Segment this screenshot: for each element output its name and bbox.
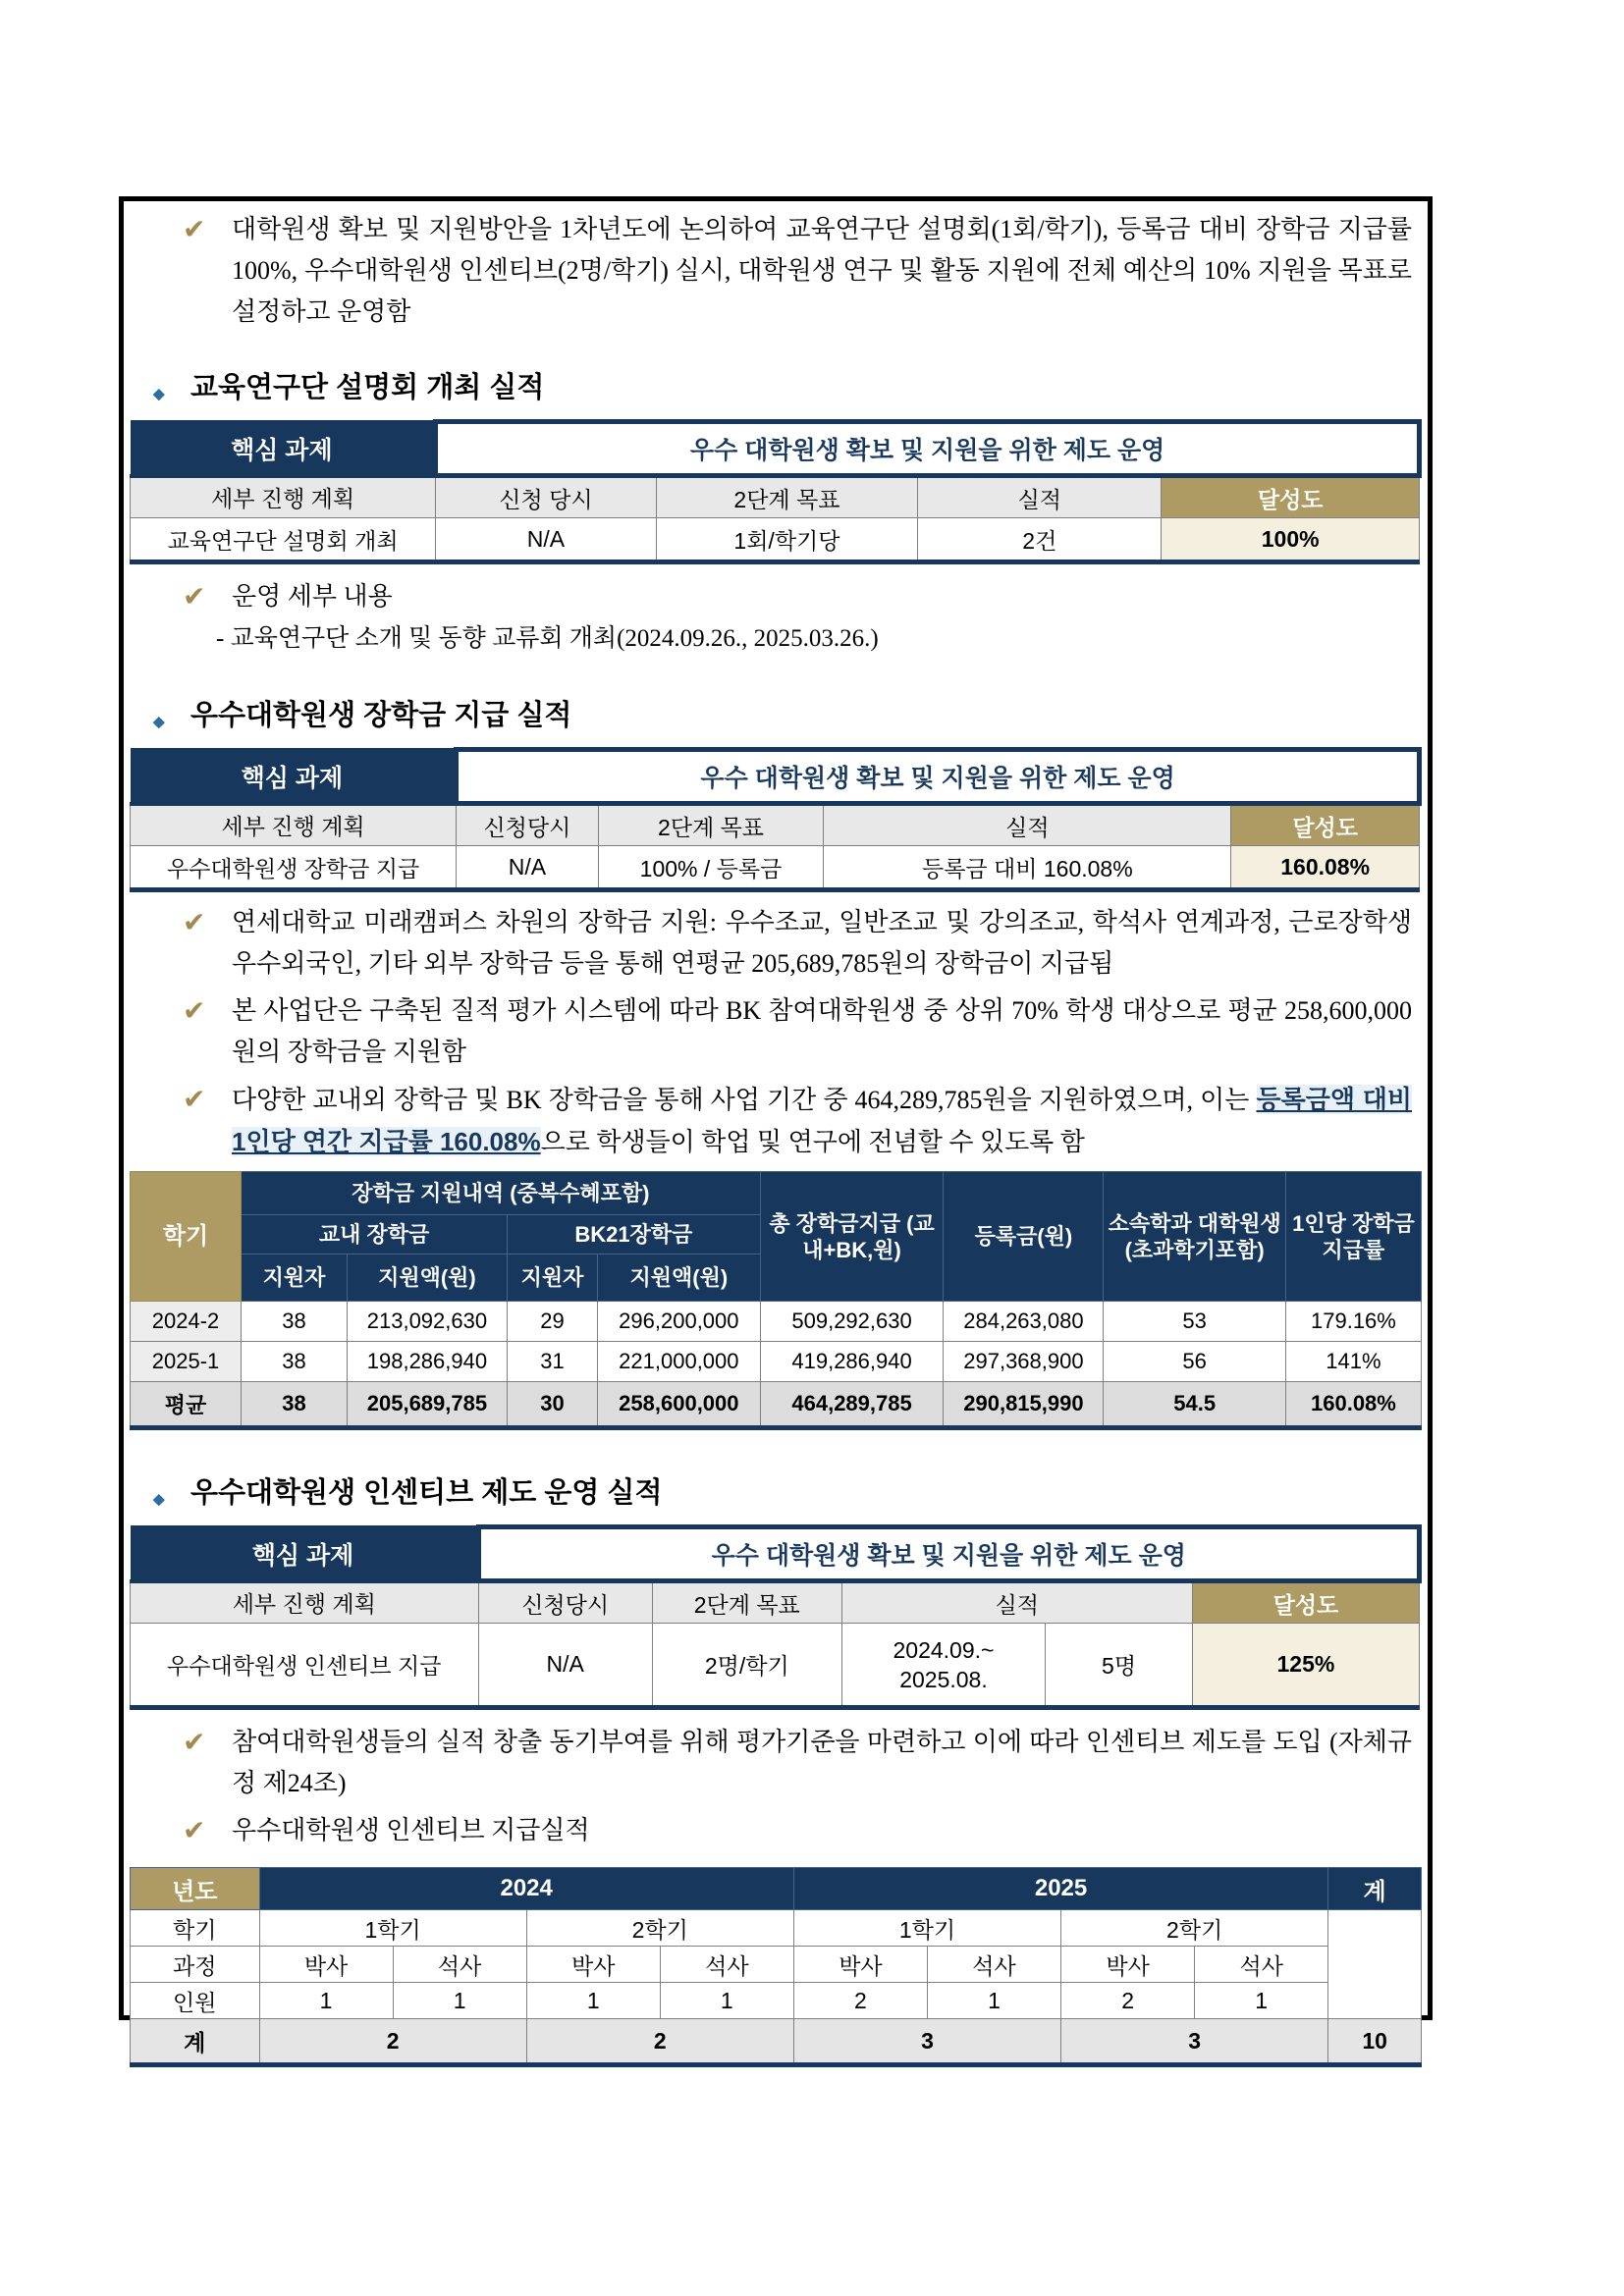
row-label-count: 인원 [131, 1983, 260, 2019]
bullet-text: 본 사업단은 구축된 질적 평가 시스템에 따라 BK 참여대학원생 중 상위 70% 학생 대상으로 평균 258,600,000원의 장학금을 지원함 [232, 996, 1412, 1066]
table-cell: 290,815,990 [944, 1382, 1104, 1428]
col-header: 세부 진행 계획 [131, 804, 457, 846]
group-campus: 교내 장학금 [242, 1215, 508, 1255]
diamond-icon: ◆ [153, 386, 165, 402]
incentive-payment-table [130, 1867, 1422, 2067]
bullet-item [130, 1079, 1422, 1163]
bullet-text-lead: 다양한 교내외 장학금 및 BK 장학금을 통해 사업 기간 중 464,289,785원을 지원하였으며, 이는 [232, 1086, 1250, 1114]
key-task-value: 우수 대학원생 확보 및 지원을 위한 제도 운영 [436, 422, 1420, 476]
col-header-rate: 1인당 장학금 지급률 [1285, 1172, 1421, 1302]
table-cell: 2025-1 [131, 1342, 242, 1382]
col-header: 신청 당시 [436, 476, 657, 518]
table-cell: 2건 [918, 518, 1162, 562]
year-2024: 2024 [259, 1868, 793, 1910]
highlight-text: 등록금액 대비 1인당 연간 지급률 160.08% [232, 1085, 1413, 1156]
section3-heading [130, 1477, 1422, 1509]
sum-cell: 3 [1061, 2019, 1328, 2065]
check-icon: ✔ [183, 906, 206, 938]
course-cell: 석사 [660, 1947, 793, 1983]
table-cell: 141% [1285, 1342, 1421, 1382]
check-icon: ✔ [183, 213, 206, 245]
sub-header: 지원액(원) [598, 1255, 761, 1302]
grand-total-cell: 10 [1328, 2019, 1422, 2065]
section2-heading-text: 우수대학원생 장학금 지급 실적 [190, 700, 572, 731]
intro-bullet [130, 209, 1422, 333]
col-header-achievement: 달성도 [1192, 1581, 1419, 1624]
table-cell: N/A [436, 518, 657, 562]
table-cell: N/A [457, 846, 598, 890]
year-2025: 2025 [793, 1868, 1327, 1910]
detail-heading [130, 576, 1422, 617]
total-label: 계 [1328, 1868, 1422, 1910]
count-cell: 1 [526, 1983, 660, 2019]
bullet-text-tail: 으로 학생들이 학업 및 연구에 전념할 수 있도록 함 [540, 1128, 1085, 1156]
bullet-item [130, 1810, 1422, 1851]
key-task-label: 핵심 과제 [131, 750, 457, 804]
count-cell: 1 [393, 1983, 526, 2019]
table-cell: 213,092,630 [347, 1302, 507, 1342]
sub-header: 지원자 [507, 1255, 597, 1302]
meeting-result-table [130, 419, 1422, 564]
table-cell: 54.5 [1104, 1382, 1285, 1428]
intro-text: 대학원생 확보 및 지원방안을 1차년도에 논의하여 교육연구단 설명회(1회/학기), 등록금 대비 장학금 지급률 100%, 우수대학원생 인센티브(2명/학기) 실시, 대학원생 연구 및 활동 지원에 전체 예산의 10% 지원을 목표로 설정하고 운영함 [232, 215, 1412, 326]
course-cell: 석사 [1195, 1947, 1328, 1983]
course-cell: 박사 [1061, 1947, 1195, 1983]
table-cell: 우수대학원생 인센티브 지급 [131, 1624, 479, 1708]
bullet-item [130, 902, 1422, 985]
sub-header: 지원액(원) [347, 1255, 507, 1302]
col-header: 세부 진행 계획 [131, 476, 436, 518]
diamond-icon: ◆ [153, 1491, 165, 1508]
count-cell: 1 [259, 1983, 393, 2019]
table-cell: 5명 [1046, 1624, 1193, 1708]
table-cell: 2명/학기 [652, 1624, 841, 1708]
course-cell: 석사 [393, 1947, 526, 1983]
section1-heading-text: 교육연구단 설명회 개최 실적 [190, 372, 545, 403]
semester-cell: 1학기 [793, 1910, 1060, 1947]
row-label-course: 과정 [131, 1947, 260, 1983]
table-cell: 160.08% [1285, 1382, 1421, 1428]
table-cell: 205,689,785 [347, 1382, 507, 1428]
table-cell: 등록금 대비 160.08% [824, 846, 1231, 890]
sub-header: 지원자 [242, 1255, 348, 1302]
col-header-achievement: 달성도 [1231, 804, 1420, 846]
table-cell: 2024-2 [131, 1302, 242, 1342]
key-task-value: 우수 대학원생 확보 및 지원을 위한 제도 운영 [457, 750, 1420, 804]
table-cell: 296,200,000 [598, 1302, 761, 1342]
table-cell: 419,286,940 [760, 1342, 944, 1382]
col-header: 신청당시 [457, 804, 598, 846]
scholarship-result-table [130, 747, 1422, 892]
year-label: 년도 [131, 1868, 260, 1910]
table-cell: 258,600,000 [598, 1382, 761, 1428]
check-icon: ✔ [183, 1814, 206, 1846]
col-header: 2단계 목표 [652, 1581, 841, 1624]
course-cell: 박사 [259, 1947, 393, 1983]
bullet-text [232, 1079, 1412, 1163]
period-line1: 2024.09.~ [893, 1636, 995, 1663]
col-header-total: 총 장학금지급 (교내+BK,원) [760, 1172, 944, 1302]
section2-heading [130, 700, 1422, 731]
bullet-text: 우수대학원생 인센티브 지급실적 [232, 1816, 590, 1844]
check-icon: ✔ [183, 994, 206, 1027]
bullet-text: 참여대학원생들의 실적 창출 동기부여를 위해 평가기준을 마련하고 이에 따라 인센티브 제도를 도입 (자체규정 제24조) [232, 1728, 1412, 1797]
table-cell: 509,292,630 [760, 1302, 944, 1342]
count-cell: 2 [793, 1983, 927, 2019]
table-cell: 38 [242, 1382, 348, 1428]
achievement-cell: 125% [1192, 1624, 1419, 1708]
count-cell: 1 [1195, 1983, 1328, 2019]
table-cell: 1회/학기당 [656, 518, 918, 562]
scholarship-detail-table [130, 1171, 1422, 1430]
col-header: 세부 진행 계획 [131, 1581, 479, 1624]
col-header-tuition: 등록금(원) [944, 1172, 1104, 1302]
course-cell: 박사 [526, 1947, 660, 1983]
table-cell: 우수대학원생 장학금 지급 [131, 846, 457, 890]
diamond-icon: ◆ [153, 714, 165, 730]
course-cell: 박사 [793, 1947, 927, 1983]
key-task-value: 우수 대학원생 확보 및 지원을 위한 제도 운영 [478, 1527, 1420, 1581]
table-cell: 284,263,080 [944, 1302, 1104, 1342]
achievement-cell: 100% [1162, 518, 1420, 562]
table-cell: 297,368,900 [944, 1342, 1104, 1382]
count-cell: 1 [660, 1983, 793, 2019]
table-cell: 38 [242, 1302, 348, 1342]
key-task-label: 핵심 과제 [131, 1527, 479, 1581]
table-cell: 교육연구단 설명회 개최 [131, 518, 436, 562]
count-cell: 1 [927, 1983, 1060, 2019]
table-cell: 평균 [131, 1382, 242, 1428]
table-cell: 198,286,940 [347, 1342, 507, 1382]
col-header: 실적 [824, 804, 1231, 846]
section3-heading-text: 우수대학원생 인센티브 제도 운영 실적 [190, 1477, 663, 1509]
table-cell: 464,289,785 [760, 1382, 944, 1428]
table-cell: 53 [1104, 1302, 1285, 1342]
hatched-cell [1328, 1910, 1422, 2019]
content-frame [119, 196, 1433, 2056]
check-icon: ✔ [183, 1726, 206, 1758]
check-icon: ✔ [183, 1083, 206, 1115]
table-cell: 221,000,000 [598, 1342, 761, 1382]
bullet-text: 연세대학교 미래캠퍼스 차원의 장학금 지원: 우수조교, 일반조교 및 강의조교, 학석사 연계과정, 근로장학생 우수외국인, 기타 외부 장학금 등을 통해 연평균 205,689,785원의 장학금이 지급됨 [232, 908, 1412, 978]
key-task-label: 핵심 과제 [131, 422, 436, 476]
detail-heading-text: 운영 세부 내용 [232, 582, 393, 611]
table-cell: 56 [1104, 1342, 1285, 1382]
achievement-cell: 160.08% [1231, 846, 1420, 890]
table-cell: 31 [507, 1342, 597, 1382]
table-cell: 179.16% [1285, 1302, 1421, 1342]
table-cell: 100% / 등록금 [598, 846, 824, 890]
row-label-semester: 학기 [131, 1910, 260, 1947]
col-header: 실적 [841, 1581, 1192, 1624]
col-header: 2단계 목표 [656, 476, 918, 518]
sum-cell: 2 [526, 2019, 793, 2065]
table-cell: 30 [507, 1382, 597, 1428]
check-icon: ✔ [183, 580, 206, 613]
group-header: 장학금 지원내역 (중복수혜포함) [242, 1172, 761, 1215]
sum-cell: 3 [793, 2019, 1060, 2065]
table-cell: 29 [507, 1302, 597, 1342]
col-header: 신청당시 [478, 1581, 652, 1624]
incentive-result-table [130, 1524, 1422, 1710]
table-cell: N/A [478, 1624, 652, 1708]
col-header-semester: 학기 [131, 1172, 242, 1302]
table-cell: 38 [242, 1342, 348, 1382]
semester-cell: 2학기 [526, 1910, 793, 1947]
col-header: 실적 [918, 476, 1162, 518]
semester-cell: 1학기 [259, 1910, 526, 1947]
semester-cell: 2학기 [1061, 1910, 1328, 1947]
col-header-achievement: 달성도 [1162, 476, 1420, 518]
col-header-students: 소속학과 대학원생 (초과학기포함) [1104, 1172, 1285, 1302]
group-bk21: BK21장학금 [507, 1215, 760, 1255]
bullet-item [130, 1722, 1422, 1804]
course-cell: 석사 [927, 1947, 1060, 1983]
col-header: 2단계 목표 [598, 804, 824, 846]
table-cell-period [841, 1624, 1045, 1708]
section1-heading [130, 372, 1422, 403]
count-cell: 2 [1061, 1983, 1195, 2019]
sum-cell: 2 [259, 2019, 526, 2065]
detail-line: - 교육연구단 소개 및 동향 교류회 개최(2024.09.26., 2025.03.26.) [216, 625, 879, 652]
sum-label: 계 [131, 2019, 260, 2065]
period-line2: 2025.08. [899, 1666, 988, 1692]
bullet-item [130, 990, 1422, 1073]
